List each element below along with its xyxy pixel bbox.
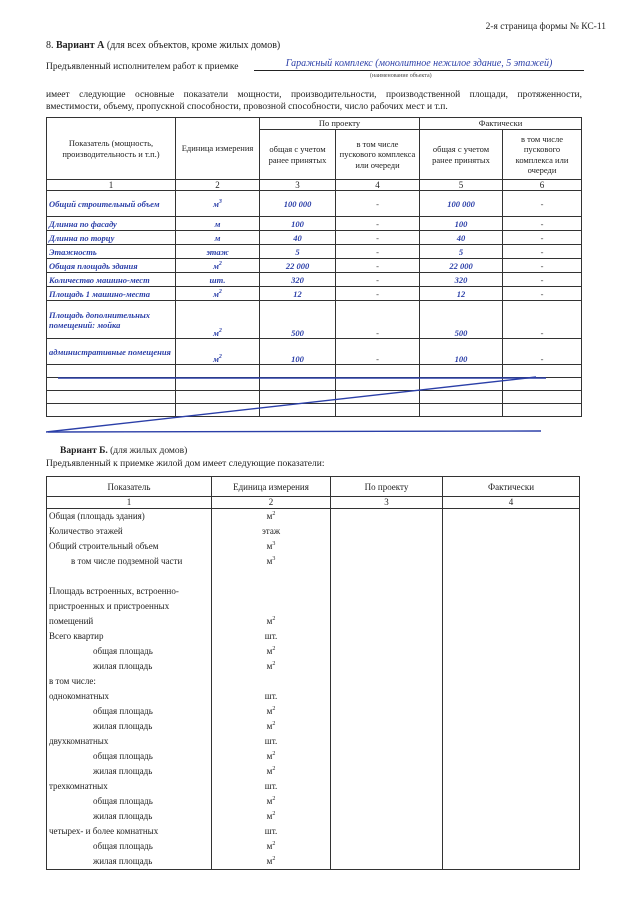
actual-incl-cell[interactable]: - xyxy=(503,191,582,217)
unit-text: м xyxy=(266,646,273,656)
unit-text: м xyxy=(266,721,273,731)
unit-exponent: 2 xyxy=(272,856,276,862)
unit-value: м xyxy=(213,260,219,271)
col-num: 3 xyxy=(260,180,336,191)
actual-incl-cell[interactable]: - xyxy=(503,259,582,273)
indicator-rows xyxy=(47,509,580,870)
unit-text: м xyxy=(266,511,273,521)
strike-through-lines xyxy=(46,370,586,440)
project-incl-cell[interactable]: - xyxy=(336,217,420,231)
unit-value xyxy=(214,509,328,524)
indicator-label: Площадь встроенных, встроенно- xyxy=(49,586,179,596)
col-num: 1 xyxy=(47,180,176,191)
indicator-name[interactable]: Количество машино-мест xyxy=(47,273,176,287)
unit-text: м xyxy=(266,706,273,716)
variant-b-label: Вариант Б. xyxy=(60,446,108,456)
unit-value: м xyxy=(213,328,219,338)
unit-exponent: 2 xyxy=(272,661,276,667)
table-row xyxy=(47,191,582,217)
indicator-name[interactable]: Длинна по фасаду xyxy=(47,217,176,231)
indicator-label: Всего квартир xyxy=(49,631,104,641)
unit-exponent: 2 xyxy=(272,796,276,802)
indicator-label: в том числе подземной части xyxy=(71,556,183,566)
indicator-column xyxy=(47,509,212,870)
variant-a-note: (для всех объектов, кроме жилых домов) xyxy=(106,40,281,51)
actual-total-cell[interactable]: 320 xyxy=(420,273,503,287)
indicator-name[interactable]: Площадь 1 машино-места xyxy=(47,287,176,301)
actual-total-cell[interactable]: 5 xyxy=(420,245,503,259)
indicator-name[interactable]: Общий строительный объем xyxy=(47,191,176,217)
unit-value xyxy=(214,749,328,764)
header-unit: Единица измерения xyxy=(176,118,260,180)
variant-b-table xyxy=(46,476,580,870)
unit-exponent: 2 xyxy=(272,811,276,817)
indicator-label: общая площадь xyxy=(93,841,153,851)
project-total-cell[interactable]: 40 xyxy=(260,231,336,245)
unit-value xyxy=(214,734,328,749)
header-actual: Фактически xyxy=(443,477,580,497)
unit-value xyxy=(214,689,328,704)
table-row xyxy=(47,231,582,245)
indicator-name[interactable]: Общая площадь здания xyxy=(47,259,176,273)
unit-text: м xyxy=(266,661,273,671)
variant-a-title xyxy=(46,40,280,51)
actual-total-cell[interactable]: 12 xyxy=(420,287,503,301)
unit-value: м xyxy=(214,218,221,229)
unit-value: м xyxy=(213,354,219,364)
unit-value: м xyxy=(213,288,219,299)
unit-value xyxy=(214,809,328,824)
unit-exponent: 2 xyxy=(272,721,276,727)
indicator-name[interactable]: административные помещения xyxy=(47,339,176,365)
indicator-label: пристроенных и пристроенных xyxy=(49,601,170,611)
indicator-name[interactable]: Длинна по торцу xyxy=(47,231,176,245)
unit-value xyxy=(214,704,328,719)
indicator-label: однокомнатных xyxy=(49,691,109,701)
indicator-label: жилая площадь xyxy=(93,721,153,731)
unit-exponent: 3 xyxy=(218,198,222,205)
project-total-cell[interactable]: 22 000 xyxy=(260,259,336,273)
indicator-label: трехкомнатных xyxy=(49,781,108,791)
table-row xyxy=(47,301,582,339)
unit-exponent: 2 xyxy=(272,616,276,622)
actual-total-cell[interactable]: 500 xyxy=(420,301,503,339)
header-actual: Фактически xyxy=(420,118,582,130)
unit-value xyxy=(214,614,328,629)
unit-exponent: 3 xyxy=(272,556,276,562)
unit-value xyxy=(214,584,328,599)
unit-value xyxy=(214,839,328,854)
col-num: 6 xyxy=(503,180,582,191)
actual-incl-cell[interactable]: - xyxy=(503,339,582,365)
strike-line-diagonal xyxy=(46,377,536,432)
unit-text: шт. xyxy=(264,826,278,836)
unit-text: м xyxy=(266,616,273,626)
project-incl-cell[interactable]: - xyxy=(336,273,420,287)
col-num: 4 xyxy=(336,180,420,191)
actual-incl-cell[interactable]: - xyxy=(503,217,582,231)
indicator-name[interactable]: Площадь дополнительных помещений: мойка xyxy=(47,301,176,339)
unit-value: шт. xyxy=(209,274,226,285)
variant-b-title xyxy=(60,446,187,456)
variant-a-label: Вариант А xyxy=(56,40,105,51)
actual-incl-cell[interactable]: - xyxy=(503,245,582,259)
header-indicator: Показатель (мощность, производительность и т.п.) xyxy=(47,118,176,180)
col-num: 2 xyxy=(176,180,260,191)
project-incl-cell[interactable]: - xyxy=(336,245,420,259)
unit-text: шт. xyxy=(264,736,278,746)
project-total-cell[interactable]: 500 xyxy=(260,301,336,339)
actual-total-cell[interactable]: 40 xyxy=(420,231,503,245)
header-indicator: Показатель xyxy=(47,477,212,497)
indicator-label: общая площадь xyxy=(93,646,153,656)
unit-exponent: 2 xyxy=(272,841,276,847)
unit-text: м xyxy=(266,556,273,566)
unit-text: этаж xyxy=(261,526,281,536)
project-column[interactable] xyxy=(331,509,443,870)
section-number: 8. xyxy=(46,40,54,51)
unit-value xyxy=(214,674,328,689)
indicator-label: жилая площадь xyxy=(93,856,153,866)
unit-value: этаж xyxy=(206,246,229,257)
table-row xyxy=(47,245,582,259)
unit-cell[interactable] xyxy=(176,231,260,245)
page-header: 2-я страница формы № КС-11 xyxy=(485,22,606,32)
unit-column xyxy=(212,509,331,870)
presented-label: Предъявленный исполнителем работ к приемке xyxy=(46,62,239,72)
col-num: 5 xyxy=(420,180,503,191)
indicator-label: четырех- и более комнатных xyxy=(49,826,159,836)
object-name-caption: (наименование объекта) xyxy=(370,73,432,79)
col-num: 2 xyxy=(212,497,331,509)
unit-text: м xyxy=(266,766,273,776)
column-number-row xyxy=(47,497,580,509)
header-project: По проекту xyxy=(260,118,420,130)
indicator-label: общая площадь xyxy=(93,751,153,761)
actual-incl-cell[interactable]: - xyxy=(503,273,582,287)
actual-total-cell[interactable]: 100 xyxy=(420,217,503,231)
col-num: 1 xyxy=(47,497,212,509)
actual-column[interactable] xyxy=(443,509,580,870)
indicators-intro: имеет следующие основные показатели мощности, производительности, производственной площади, протяженности, вместимости, объему, пропускной способности, провозной способности, число рабочих мест и т.п. xyxy=(46,90,582,112)
header-actual-total: общая с учетом ранее принятых xyxy=(420,130,503,180)
unit-value xyxy=(214,779,328,794)
unit-value xyxy=(214,644,328,659)
unit-exponent: 2 xyxy=(218,288,222,295)
column-number-row xyxy=(47,180,582,191)
strike-line-bottom xyxy=(48,431,541,432)
actual-total-cell[interactable]: 100 xyxy=(420,339,503,365)
actual-incl-cell[interactable]: - xyxy=(503,301,582,339)
unit-cell[interactable] xyxy=(176,245,260,259)
unit-value xyxy=(214,794,328,809)
indicator-label: Общий строительный объем xyxy=(49,541,159,551)
indicator-label: Количество этажей xyxy=(49,526,123,536)
indicator-label xyxy=(49,569,209,584)
unit-exponent: 2 xyxy=(272,511,276,517)
indicator-label: жилая площадь xyxy=(93,811,153,821)
unit-exponent: 2 xyxy=(272,646,276,652)
table-row xyxy=(47,259,582,273)
unit-text: шт. xyxy=(264,631,278,641)
header-project-total: общая с учетом ранее принятых xyxy=(260,130,336,180)
indicator-label: общая площадь xyxy=(93,796,153,806)
indicator-label: в том числе: xyxy=(49,676,96,686)
unit-exponent: 2 xyxy=(272,706,276,712)
indicator-label: жилая площадь xyxy=(93,766,153,776)
unit-value xyxy=(214,659,328,674)
unit-value: м xyxy=(213,198,219,209)
unit-exponent: 2 xyxy=(218,328,222,335)
indicator-label: Общая (площадь здания) xyxy=(49,511,145,521)
unit-exponent: 3 xyxy=(272,541,276,547)
project-total-cell[interactable]: 5 xyxy=(260,245,336,259)
project-incl-cell[interactable]: - xyxy=(336,339,420,365)
indicator-name[interactable]: Этажность xyxy=(47,245,176,259)
variant-b-note: (для жилых домов) xyxy=(110,446,188,456)
actual-total-cell[interactable]: 22 000 xyxy=(420,259,503,273)
project-incl-cell[interactable]: - xyxy=(336,259,420,273)
unit-value xyxy=(214,539,328,554)
unit-text: м xyxy=(266,811,273,821)
project-total-cell[interactable]: 100 xyxy=(260,217,336,231)
unit-text: м xyxy=(266,841,273,851)
project-total-cell[interactable]: 100 000 xyxy=(260,191,336,217)
unit-text: м xyxy=(266,856,273,866)
header-actual-incl: в том числе пускового комплекса или очереди xyxy=(503,130,582,180)
object-name-field[interactable]: Гаражный комплекс (монолитное нежилое здание, 5 этажей) xyxy=(254,58,584,71)
indicator-label: жилая площадь xyxy=(93,661,153,671)
unit-cell[interactable] xyxy=(176,339,260,365)
unit-text: шт. xyxy=(264,691,278,701)
unit-text: м xyxy=(266,796,273,806)
indicator-label: помещений xyxy=(49,616,94,626)
variant-b-intro: Предъявленный к приемке жилой дом имеет следующие показатели: xyxy=(46,459,325,469)
actual-incl-cell[interactable]: - xyxy=(503,287,582,301)
table-row xyxy=(47,273,582,287)
unit-value xyxy=(214,569,328,584)
unit-text: м xyxy=(266,751,273,761)
unit-value xyxy=(214,824,328,839)
unit-value xyxy=(214,554,328,569)
project-total-cell[interactable]: 12 xyxy=(260,287,336,301)
unit-cell[interactable] xyxy=(176,191,260,217)
project-incl-cell[interactable]: - xyxy=(336,287,420,301)
unit-value: м xyxy=(214,232,221,243)
unit-cell[interactable] xyxy=(176,217,260,231)
col-num: 3 xyxy=(331,497,443,509)
unit-exponent: 2 xyxy=(218,260,222,267)
unit-value xyxy=(214,854,328,869)
unit-cell[interactable] xyxy=(176,273,260,287)
unit-value xyxy=(214,599,328,614)
table-row xyxy=(47,339,582,365)
unit-cell[interactable] xyxy=(176,301,260,339)
header-unit: Единица измерения xyxy=(212,477,331,497)
header-project: По проекту xyxy=(331,477,443,497)
project-total-cell[interactable]: 100 xyxy=(260,339,336,365)
unit-cell[interactable] xyxy=(176,287,260,301)
unit-exponent: 2 xyxy=(272,751,276,757)
indicator-label: общая площадь xyxy=(93,706,153,716)
header-project-incl: в том числе пускового комплекса или очереди xyxy=(336,130,420,180)
unit-exponent: 2 xyxy=(272,766,276,772)
actual-incl-cell[interactable]: - xyxy=(503,231,582,245)
project-incl-cell[interactable]: - xyxy=(336,231,420,245)
col-num: 4 xyxy=(443,497,580,509)
project-total-cell[interactable]: 320 xyxy=(260,273,336,287)
unit-text: шт. xyxy=(264,781,278,791)
unit-cell[interactable] xyxy=(176,259,260,273)
indicator-label: двухкомнатных xyxy=(49,736,109,746)
table-row xyxy=(47,287,582,301)
project-incl-cell[interactable]: - xyxy=(336,191,420,217)
unit-value xyxy=(214,719,328,734)
unit-value xyxy=(214,524,328,539)
unit-value xyxy=(214,764,328,779)
project-incl-cell[interactable]: - xyxy=(336,301,420,339)
unit-value xyxy=(214,629,328,644)
actual-total-cell[interactable]: 100 000 xyxy=(420,191,503,217)
table-row xyxy=(47,217,582,231)
unit-text: м xyxy=(266,541,273,551)
unit-exponent: 2 xyxy=(218,354,222,361)
